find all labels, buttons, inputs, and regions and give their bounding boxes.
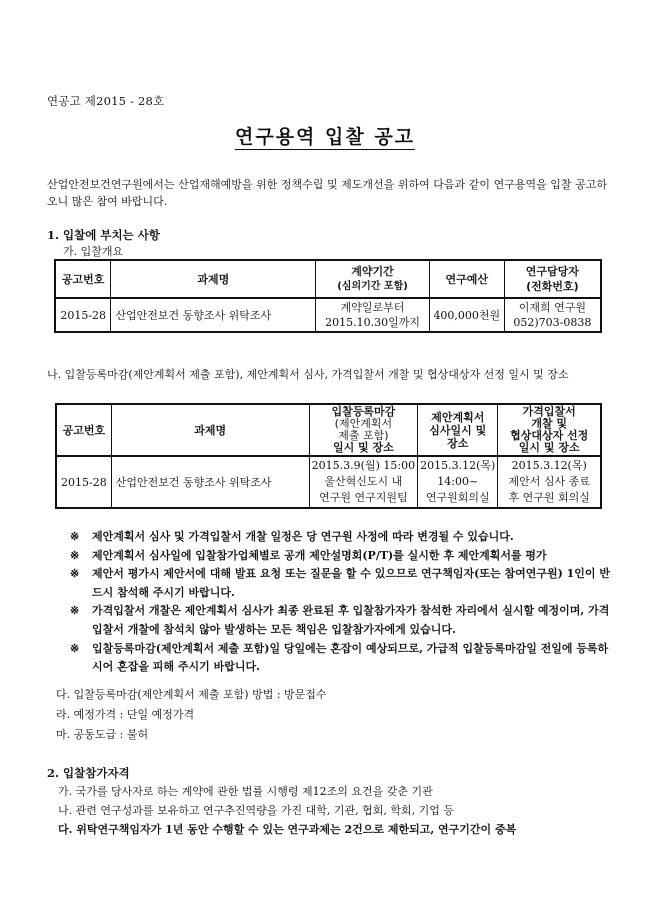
subsection-ga: 가. 입찰개요 <box>63 245 124 258</box>
note-mark: ※ <box>70 641 80 655</box>
eligibility-item-na: 나. 관련 연구성과를 보유하고 연구추진역량을 가진 대학, 기관, 협회, 학회, 기업 등 <box>58 804 454 817</box>
subsection-na: 나. 입찰등록마감(제안계획서 제출 포함), 제안계획서 심사, 가격입찰서 개찰 및 협상대상자 선정 일시 및 장소 <box>47 368 569 381</box>
header-price-line1: 가격입찰서 <box>522 405 576 418</box>
cell-period-line1: 계약일로부터 <box>340 301 405 314</box>
note-mark: ※ <box>70 604 80 618</box>
cell-review-line2: 14:00~ <box>437 475 479 488</box>
header-budget: 연구예산 <box>429 260 504 298</box>
header-notice-no: 공고번호 <box>55 260 111 298</box>
header-contract-period <box>316 260 430 298</box>
cell-review-line3: 연구원회의실 <box>425 491 490 504</box>
eligibility-item-da: 다. 위탁연구책임자가 1년 동안 수행할 수 있는 연구과제는 2건으로 제한되고, 연구기간이 중복 <box>58 823 517 836</box>
cell-contact <box>504 298 601 332</box>
header-notice-no: 공고번호 <box>56 404 111 456</box>
note-text: 제안계획서 심사 및 가격입찰서 개찰 일정은 당 연구원 사정에 따라 변경될 수 있습니다. <box>92 530 514 543</box>
note-item <box>70 547 610 566</box>
note-mark: ※ <box>70 567 80 581</box>
schedule-table <box>55 403 602 509</box>
header-contract-period-line1: 계약기간 <box>351 265 394 278</box>
header-reg-line2: (제안계획서 <box>334 417 393 430</box>
section-1-heading: 1. 입찰에 부치는 사항 <box>47 228 160 242</box>
note-item <box>70 602 610 639</box>
table-row <box>55 298 601 332</box>
cell-project-name: 산업안전보건 동향조사 위탁조사 <box>111 456 309 508</box>
note-mark: ※ <box>70 548 80 562</box>
header-reg-line3: 제출 포함) <box>338 429 389 442</box>
note-text: 제안계획서 심사일에 입찰참가업체별로 공개 제안설명회(P/T)를 실시한 후 제안계획서를 평가 <box>92 548 547 562</box>
header-project-name: 과제명 <box>111 404 309 456</box>
note-item <box>70 640 610 677</box>
table-header-row <box>56 404 601 456</box>
header-price-opening <box>498 404 601 456</box>
header-review-line2: 심사일시 및 <box>429 423 487 437</box>
note-text: 입찰등록마감(제안계획서 제출 포함)일 당일에는 혼잡이 예상되므로, 가급적 입찰등록마감일 전일에 등록하시어 혼잡을 피해 주시기 바랍니다. <box>92 641 609 674</box>
note-item <box>70 565 610 602</box>
header-contact-line1: 연구담당자 <box>525 265 579 278</box>
header-price-line3: 협상대상자 선정 <box>510 429 589 442</box>
cell-contract-period <box>316 298 430 332</box>
section-2-heading: 2. 입찰참가자격 <box>47 766 130 780</box>
note-text: 가격입찰서 개찰은 제안계획서 심사가 최종 완료된 후 입찰참가자가 참석한 자리에서 실시할 예정이며, 가격입찰서 개찰에 참석치 않아 발생하는 모든 책임은 입찰참가자에게 있습니다. <box>92 604 610 636</box>
document-title-text: 연구용역 입찰 공고 <box>234 126 416 148</box>
cell-reg-line3: 연구원 연구지원팀 <box>319 491 408 504</box>
header-contact <box>504 260 601 298</box>
note-mark: ※ <box>70 530 80 543</box>
header-review <box>418 404 498 456</box>
notes-list <box>70 528 610 677</box>
header-contact-line2: (전화번호) <box>526 280 579 293</box>
bid-overview-table <box>54 259 602 333</box>
header-review-line3: 장소 <box>447 436 469 450</box>
cell-notice-no: 2015-28 <box>55 298 111 332</box>
document-number: 연공고 제2015 - 28호 <box>47 94 165 108</box>
cell-contact-line2: 052)703-0838 <box>513 316 592 329</box>
header-registration <box>309 404 418 456</box>
table-row <box>56 456 601 508</box>
cell-period-line2: 2015.10.30일까지 <box>325 316 420 329</box>
cell-review-line1: 2015.3.12(목) <box>420 459 496 472</box>
subsection-da: 다. 입찰등록마감(제안계획서 제출 포함) 방법 : 방문접수 <box>56 688 327 701</box>
cell-price-line2: 제안서 심사 종료 <box>508 475 590 488</box>
subsection-ra: 라. 예정가격 : 단일 예정가격 <box>56 708 195 721</box>
eligibility-item-ga: 가. 국가를 당사자로 하는 계약에 관한 법률 시행령 제12조의 요건을 갖춘 기관 <box>58 785 433 798</box>
header-project-name: 과제명 <box>111 260 316 298</box>
subsection-ma: 마. 공동도급 : 불허 <box>56 728 149 741</box>
header-contract-period-line2: (심의기간 포함) <box>337 281 408 292</box>
header-price-line4: 일시 및 장소 <box>518 441 580 454</box>
cell-reg-line1: 2015.3.9(월) 15:00 <box>311 459 416 472</box>
table-header-row <box>55 260 601 298</box>
intro-paragraph: 산업안전보건연구원에서는 산업재해예방을 위한 정책수립 및 제도개선을 위하여 다음과 같이 연구용역을 입찰 공고하오니 많은 참여 바랍니다. <box>47 178 607 208</box>
header-reg-line1: 입찰등록마감 <box>331 405 396 418</box>
cell-budget: 400,000천원 <box>429 298 504 332</box>
cell-project-name: 산업안전보건 동향조사 위탁조사 <box>111 298 316 332</box>
cell-registration <box>309 456 418 508</box>
header-reg-line4: 일시 및 장소 <box>332 441 394 454</box>
cell-reg-line2: 울산혁신도시 내 <box>324 475 403 488</box>
cell-contact-line1: 이재희 연구원 <box>518 301 586 314</box>
cell-price-line1: 2015.3.12(목) <box>511 459 587 472</box>
note-text: 제안서 평가시 제안서에 대해 발표 요청 또는 질문을 할 수 있으므로 연구책임자(또는 참여연구원) 1인이 반드시 참석해 주시기 바랍니다. <box>92 567 610 599</box>
cell-notice-no: 2015-28 <box>56 456 111 508</box>
cell-price-opening <box>498 456 601 508</box>
header-review-line1: 제안계획서 <box>431 410 485 424</box>
document-title <box>0 122 650 149</box>
cell-price-line3: 후 연구원 회의실 <box>508 491 590 504</box>
note-item <box>70 528 610 547</box>
header-price-line2: 개찰 및 <box>531 417 568 430</box>
cell-review <box>418 456 498 508</box>
